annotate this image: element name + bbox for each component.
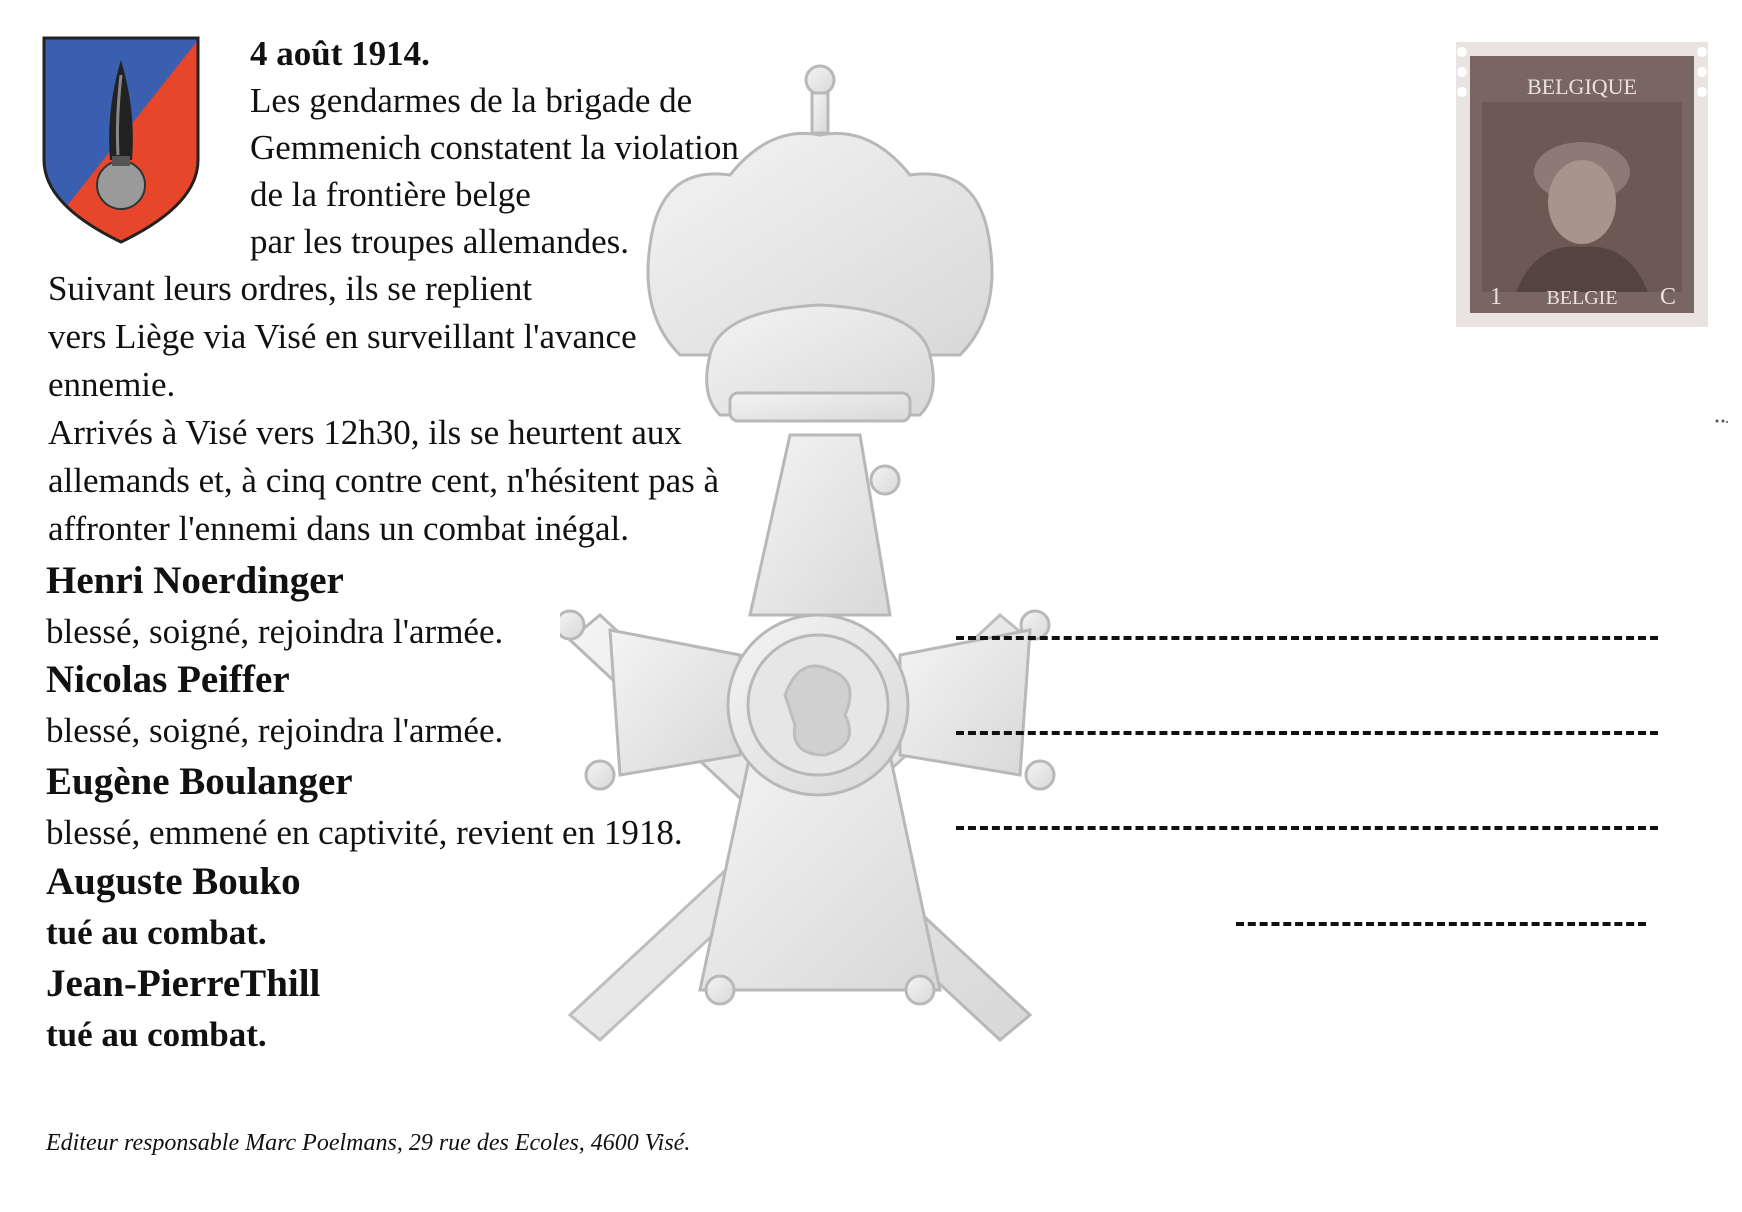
- address-line: [956, 826, 1658, 830]
- intro-line-8: Arrivés à Visé vers 12h30, ils se heurtent aux: [48, 413, 682, 452]
- intro-line-4: par les troupes allemandes.: [250, 222, 630, 261]
- postage-stamp: [1456, 42, 1708, 327]
- gendarme-name: Nicolas Peiffer: [46, 658, 290, 701]
- gendarme-fate: tué au combat.: [46, 1015, 267, 1054]
- gendarme-name: Eugène Boulanger: [46, 760, 353, 803]
- intro-line-9: allemands et, à cinq contre cent, n'hésitent pas à: [48, 461, 720, 500]
- address-line: [956, 636, 1658, 640]
- intro-line-6: vers Liège via Visé en surveillant l'avance: [48, 317, 637, 356]
- gendarmerie-shield-icon: [36, 30, 206, 245]
- gendarme-name: Auguste Bouko: [46, 860, 301, 903]
- intro-line-5: Suivant leurs ordres, ils se replient: [48, 269, 533, 308]
- stamp-value-left: 1: [1490, 284, 1502, 310]
- intro-line-3: de la frontière belge: [250, 175, 531, 214]
- stamp-country-bottom: BELGIE: [1546, 287, 1618, 309]
- gendarme-fate: blessé, emmené en captivité, revient en 1918.: [46, 813, 683, 852]
- gendarme-name: Henri Noerdinger: [46, 559, 344, 602]
- intro-line-10: affronter l'ennemi dans un combat inégal.: [48, 509, 630, 548]
- gendarme-fate: blessé, soigné, rejoindra l'armée.: [46, 711, 504, 750]
- address-line: [1236, 922, 1646, 926]
- publisher-footer: Editeur responsable Marc Poelmans, 29 rue des Ecoles, 4600 Visé.: [46, 1130, 691, 1156]
- intro-line-7: ennemie.: [48, 365, 176, 404]
- stamp-value-right: C: [1659, 284, 1677, 310]
- gendarme-name: Jean-PierreThill: [46, 962, 321, 1005]
- stamp-country-top: BELGIQUE: [1527, 74, 1637, 99]
- gendarme-fate: blessé, soigné, rejoindra l'armée.: [46, 612, 504, 651]
- intro-line-1: Les gendarmes de la brigade de: [250, 81, 693, 120]
- intro-line-2: Gemmenich constatent la violation: [250, 128, 739, 167]
- gendarme-fate: tué au combat.: [46, 913, 267, 952]
- order-cross-with-crown-icon: [560, 55, 1100, 1065]
- ink-speck: [1714, 418, 1730, 424]
- date-heading: 4 août 1914.: [250, 34, 430, 73]
- address-line: [956, 731, 1658, 735]
